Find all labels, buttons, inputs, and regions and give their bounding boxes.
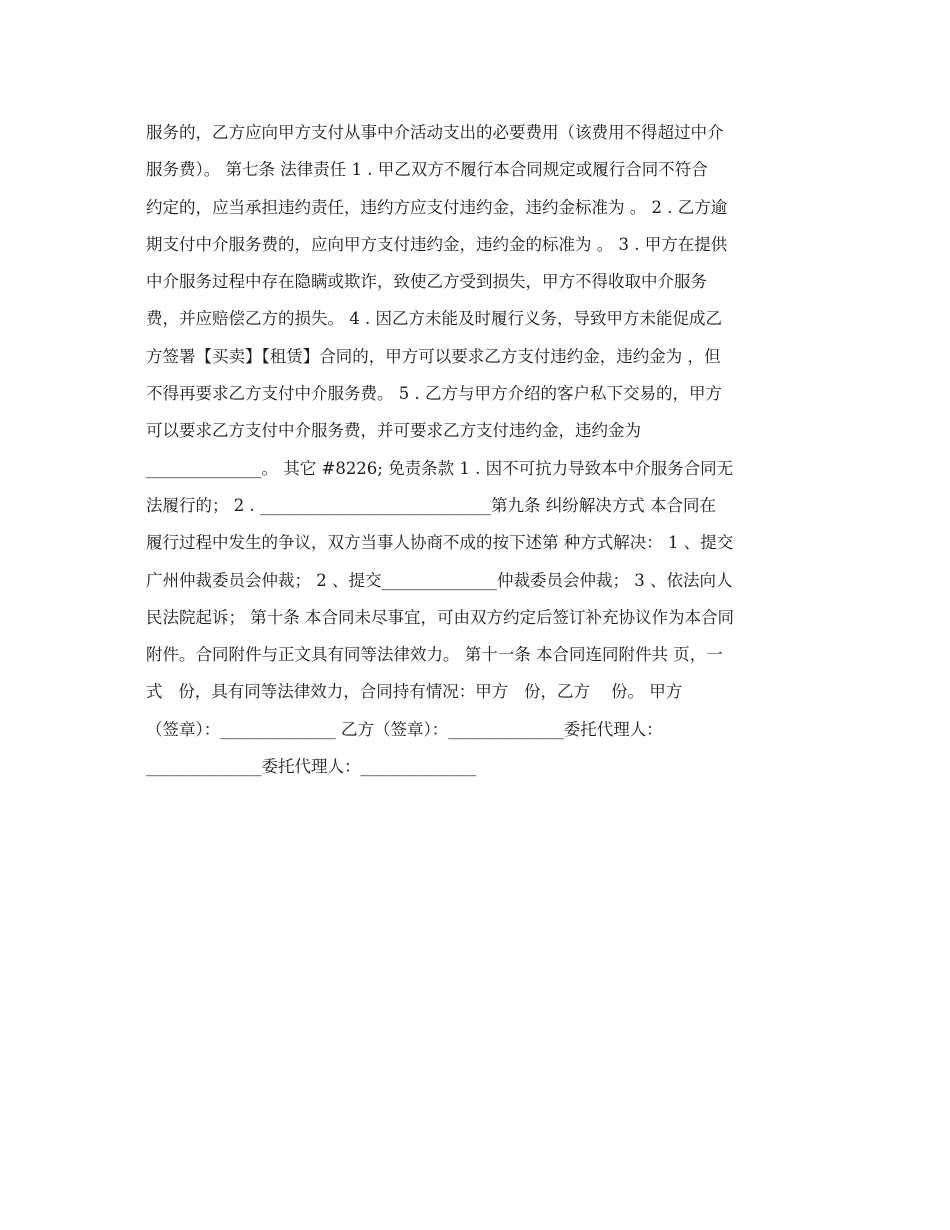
text-line: （签章）：______________ 乙方（签章）：______________委托代理人： [146,719,663,739]
contract-body-text [146,114,816,785]
text-line: 广州仲裁委员会仲裁； 2 、提交______________仲裁委员会仲裁； 3 、依法向人 [146,570,733,590]
text-line: 可以要求乙方支付中介服务费，并可要求乙方支付违约金，违约金为 [146,421,641,441]
text-line: 式 份，具有同等法律效力，合同持有情况：甲方 份，乙方 份。 甲方 [146,682,683,702]
text-line: 服务费）。 第七条 法律责任 1 . 甲乙双方不履行本合同规定或履行合同不符合 [146,160,708,180]
text-line: 中介服务过程中存在隐瞒或欺诈，致使乙方受到损失，甲方不得收取中介服务 [146,272,707,292]
text-line: 费，并应赔偿乙方的损失。 4 . 因乙方未能及时履行义务，导致甲方未能促成乙 [146,309,722,329]
text-line: 期支付中介服务费的，应向甲方支付违约金，违约金的标准为 。 3 . 甲方在提供 [146,234,728,254]
text-line: 不得再要求乙方支付中介服务费。 5 . 乙方与甲方介绍的客户私下交易的，甲方 [146,384,722,404]
text-line: 约定的，应当承担违约责任，违约方应支付违约金，违约金标准为 。 2 . 乙方逾 [146,197,728,217]
text-line: ______________委托代理人：______________ [146,757,476,777]
text-line: 民法院起诉； 第十条 本合同未尽事宜，可由双方约定后签订补充协议作为本合同 [146,607,734,627]
text-line: 附件。合同附件与正文具有同等法律效力。 第十一条 本合同连同附件共 页，一 [146,645,723,665]
text-line: 方签署【买卖】【租赁】合同的，甲方可以要求乙方支付违约金，违约金为 ，但 [146,346,721,366]
text-line: 法履行的； 2 . ____________________________第九条 纠纷解决方式 本合同在 [146,495,716,515]
text-line: ______________。 其它 #8226; 免责条款 1 . 因不可抗力导致本中介服务合同无 [146,458,734,478]
text-line: 服务的，乙方应向甲方支付从事中介活动支出的必要费用（该费用不得超过中介 [146,123,724,142]
text-line: 履行过程中发生的争议，双方当事人协商不成的按下述第 种方式解决： 1 、提交 [146,533,734,553]
